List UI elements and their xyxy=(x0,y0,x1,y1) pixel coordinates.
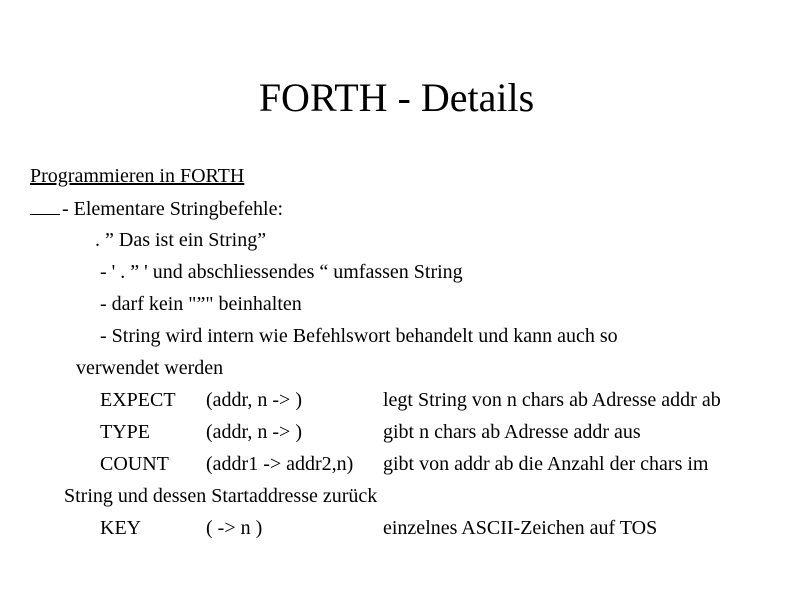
text-line: . ” Das ist ein String” xyxy=(95,229,267,251)
command-stack: ( -> n ) xyxy=(206,517,263,539)
heading: Programmieren in FORTH xyxy=(30,165,245,187)
command-row xyxy=(0,388,793,412)
text-line: - ' . ” ' und abschliessendes “ umfassen String xyxy=(100,261,463,283)
command-stack: (addr, n -> ) xyxy=(206,421,302,443)
command-row xyxy=(0,516,793,540)
command-row xyxy=(0,420,793,444)
command-desc: einzelnes ASCII-Zeichen auf TOS xyxy=(383,517,658,539)
command-name: EXPECT xyxy=(100,389,176,411)
slide-title: FORTH - Details xyxy=(258,75,535,120)
command-stack: (addr, n -> ) xyxy=(206,389,302,411)
command-name: KEY xyxy=(100,517,142,539)
text-line: - String wird intern wie Befehlswort behandelt und kann auch so xyxy=(100,325,618,347)
command-row xyxy=(0,452,793,476)
text-line: String und dessen Startaddresse zurück xyxy=(64,485,378,507)
command-desc: gibt von addr ab die Anzahl der chars im xyxy=(383,453,709,475)
command-desc: gibt n chars ab Adresse addr aus xyxy=(383,421,641,443)
section-label: - Elementare Stringbefehle: xyxy=(62,198,284,220)
text-line: - darf kein "”" beinhalten xyxy=(100,293,302,315)
command-name: TYPE xyxy=(100,421,150,443)
command-name: COUNT xyxy=(100,453,169,475)
section-line xyxy=(30,196,283,221)
underline-blank xyxy=(30,196,60,215)
text-line: verwendet werden xyxy=(76,357,224,379)
command-desc: legt String von n chars ab Adresse addr ab xyxy=(383,389,721,411)
command-stack: (addr1 -> addr2,n) xyxy=(206,453,354,475)
